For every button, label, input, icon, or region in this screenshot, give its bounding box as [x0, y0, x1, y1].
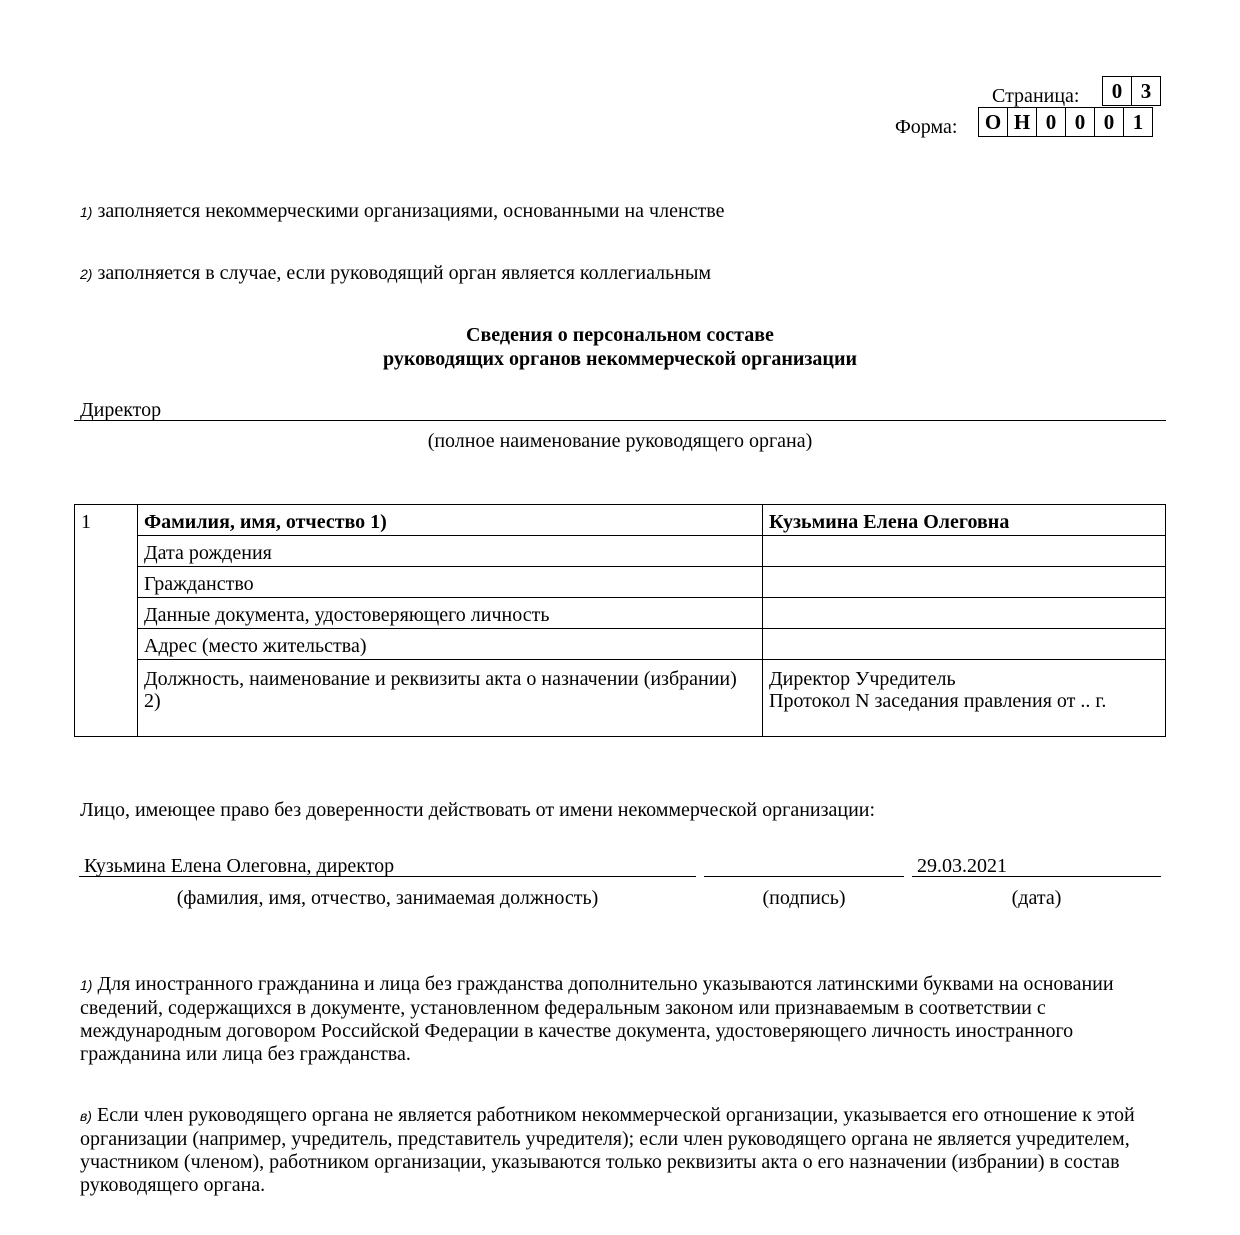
- governing-body-value: Директор: [80, 399, 162, 421]
- appointment-act-value: Протокол N заседания правления от .. г.: [769, 690, 1107, 712]
- form-char-box: 0: [1036, 107, 1066, 137]
- footnote: [80, 1104, 1170, 1197]
- row-value: [763, 629, 1166, 660]
- form-char-box: 1: [1123, 107, 1153, 137]
- table-row: [75, 660, 1166, 737]
- note-mark: 2): [80, 266, 93, 282]
- row-label: Дата рождения: [138, 536, 763, 567]
- name-caption: (фамилия, имя, отчество, занимаемая должность): [176, 887, 599, 909]
- table-row: [75, 629, 1166, 660]
- members-table: [74, 504, 1166, 737]
- row-value: Кузьмина Елена Олеговна: [763, 505, 1166, 536]
- authorized-intro: Лицо, имеющее право без доверенности действовать от имени некоммерческой организации:: [80, 799, 876, 821]
- note-text: заполняется в случае, если руководящий орган является коллегиальным: [97, 262, 712, 284]
- row-label: Адрес (место жительства): [138, 629, 763, 660]
- form-code-boxes: [978, 107, 1153, 137]
- row-label: Фамилия, имя, отчество 1): [138, 505, 763, 536]
- table-row: [75, 536, 1166, 567]
- note-text: заполняется некоммерческими организациями, основанными на членстве: [97, 200, 725, 222]
- table-row: [75, 598, 1166, 629]
- form-char-box: 0: [1094, 107, 1124, 137]
- page-label: Страница:: [992, 85, 1080, 107]
- footnote: [80, 973, 1170, 1066]
- row-value: [763, 598, 1166, 629]
- signature-caption: (подпись): [762, 887, 846, 909]
- governing-body-caption: (полное наименование руководящего органа): [427, 430, 813, 452]
- row-value: [763, 536, 1166, 567]
- footnote-text: Если член руководящего органа не является работником некоммерческой организации, указывается его отношение к этой организации (например, учредитель, представитель учредителя); если член руководящего органа не является учредителем, участником (членом), работником организации, указываются только реквизиты акта о его назначении (избрании) в состав руководящего органа.: [80, 1104, 1135, 1196]
- row-value: [763, 567, 1166, 598]
- row-label: Гражданство: [138, 567, 763, 598]
- form-char-box: Н: [1007, 107, 1037, 137]
- date-caption: (дата): [1011, 887, 1062, 909]
- form-char-box: 0: [1065, 107, 1095, 137]
- row-value: [763, 660, 1166, 737]
- position-value: Директор Учредитель: [769, 668, 956, 690]
- authorized-name-value: Кузьмина Елена Олеговна, директор: [84, 855, 395, 877]
- footnote-mark: 1): [80, 977, 93, 993]
- governing-body-underline: [74, 420, 1166, 421]
- footnote-mark: в): [80, 1108, 92, 1124]
- top-note: [80, 261, 711, 286]
- member-number: 1: [75, 505, 138, 737]
- page-number-boxes: [1102, 76, 1161, 106]
- table-row: [75, 567, 1166, 598]
- signature-underline: [704, 876, 904, 877]
- table-row: [75, 505, 1166, 536]
- name-underline: [79, 876, 696, 877]
- note-mark: 1): [80, 204, 93, 220]
- form-char-box: О: [978, 107, 1008, 137]
- form-label: Форма:: [895, 116, 958, 138]
- authorized-date-value: 29.03.2021: [917, 855, 1007, 877]
- document-title-line1: Сведения о персональном составе: [466, 324, 774, 346]
- date-underline: [912, 876, 1161, 877]
- page-digit-box: 0: [1102, 76, 1132, 106]
- page-digit-box: 3: [1131, 76, 1161, 106]
- row-label: Должность, наименование и реквизиты акта о назначении (избрании) 2): [138, 660, 763, 737]
- row-label: Данные документа, удостоверяющего личность: [138, 598, 763, 629]
- footnote-text: Для иностранного гражданина и лица без гражданства дополнительно указываются латинскими буквами на основании сведений, содержащихся в документе, установленном федеральным законом или признаваемым в соответствии с международным договором Российской Федерации в качестве документа, удостоверяющего личность иностранного гражданина или лица без гражданства.: [80, 973, 1114, 1065]
- document-title-line2: руководящих органов некоммерческой организации: [382, 348, 858, 370]
- top-note: [80, 199, 725, 224]
